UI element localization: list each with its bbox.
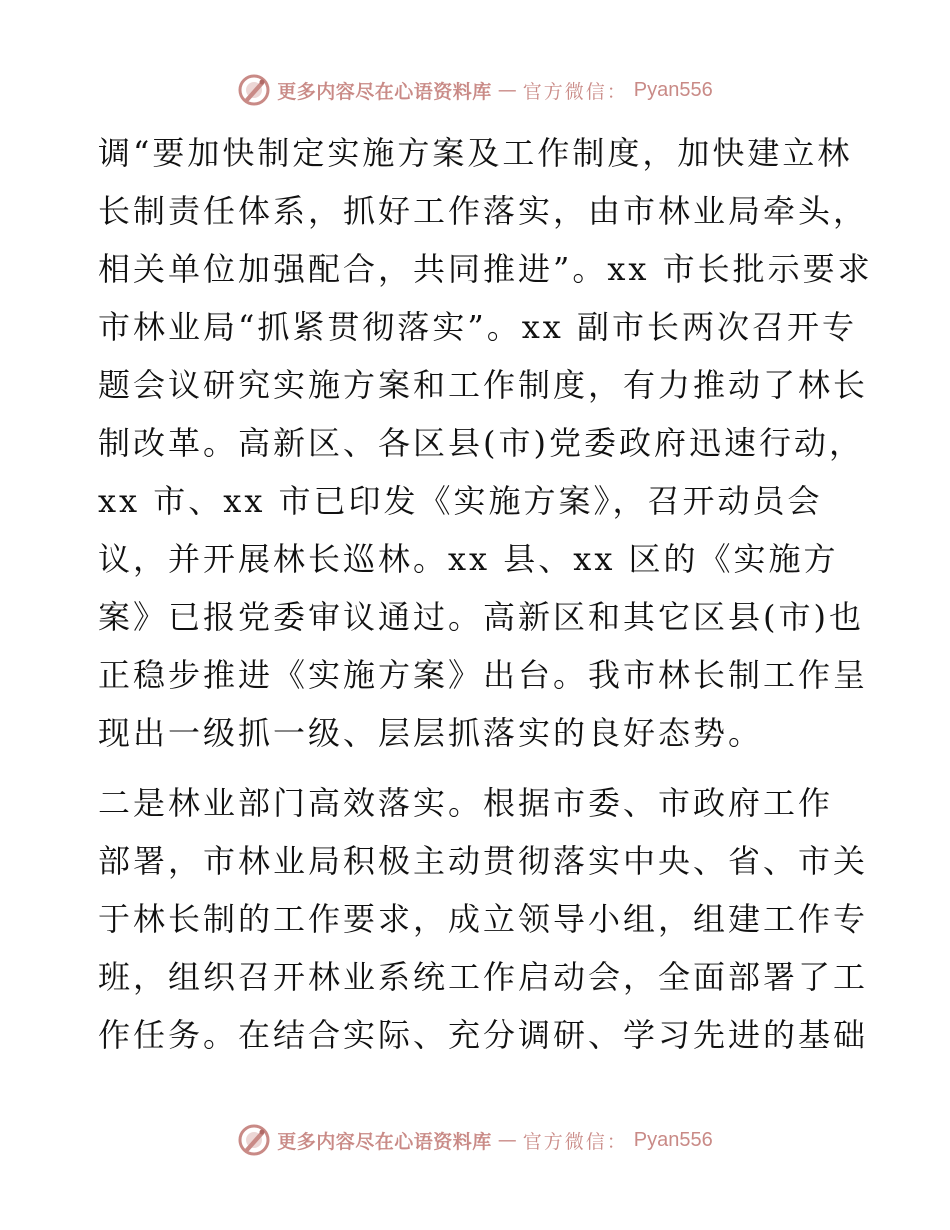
header-banner-separator: — <box>497 79 517 101</box>
paragraph-2-line: 二是林业部门高效落实。根据市委、市政府工作 <box>98 784 834 822</box>
header-wechat-id: Pyan556 <box>633 78 713 101</box>
paragraph-1-line: 正稳步推进《实施方案》出台。我市林长制工作呈 <box>98 656 869 694</box>
paragraph-1-line: 案》已报党委审议通过。高新区和其它区县(市)也 <box>98 598 864 636</box>
paragraph-1-line: 现出一级抓一级、层层抓落实的良好态势。 <box>98 714 764 752</box>
paragraph-2-line: 部署，市林业局积极主动贯彻落实中央、省、市关 <box>98 842 869 880</box>
header-banner-text: 更多内容尽在心语资料库 <box>277 80 492 103</box>
paragraph-1-line: 相关单位加强配合，共同推进”。xx 市长批示要求 <box>98 250 873 288</box>
paragraph-1-line: 制改革。高新区、各区县(市)党委政府迅速行动， <box>98 424 864 462</box>
paragraph-2-line: 作任务。在结合实际、充分调研、学习先进的基础 <box>98 1016 869 1054</box>
footer-banner-text: 更多内容尽在心语资料库 <box>277 1130 492 1153</box>
header-watermark-banner <box>0 70 950 110</box>
paragraph-1-line: 题会议研究实施方案和工作制度，有力推动了林长 <box>98 366 869 404</box>
paragraph-1-line: 议，并开展林长巡林。xx 县、xx 区的《实施方 <box>98 540 839 578</box>
header-wechat-label: 官方微信： <box>522 80 628 103</box>
brand-logo-icon <box>237 1123 271 1157</box>
paragraph-1-line: 长制责任体系，抓好工作落实，由市林业局牵头， <box>98 192 869 230</box>
paragraph-1-line: xx 市、xx 市已印发《实施方案》，召开动员会 <box>98 482 823 520</box>
footer-watermark-banner <box>0 1120 950 1160</box>
paragraph-2 <box>98 774 869 1064</box>
document-body <box>98 124 873 1064</box>
footer-banner-separator: — <box>497 1129 517 1151</box>
paragraph-2-line: 班，组织召开林业系统工作启动会，全面部署了工 <box>98 958 869 996</box>
paragraph-1-line: 市林业局“抓紧贯彻落实”。xx 副市长两次召开专 <box>98 308 857 346</box>
paragraph-1 <box>98 124 873 762</box>
paragraph-2-line: 于林长制的工作要求，成立领导小组，组建工作专 <box>98 900 869 938</box>
footer-wechat-id: Pyan556 <box>633 1128 713 1151</box>
paragraph-1-line: 调“要加快制定实施方案及工作制度，加快建立林 <box>98 134 853 172</box>
paragraph-spacer <box>98 762 858 774</box>
brand-logo-icon <box>237 73 271 107</box>
footer-wechat-label: 官方微信： <box>522 1130 628 1153</box>
